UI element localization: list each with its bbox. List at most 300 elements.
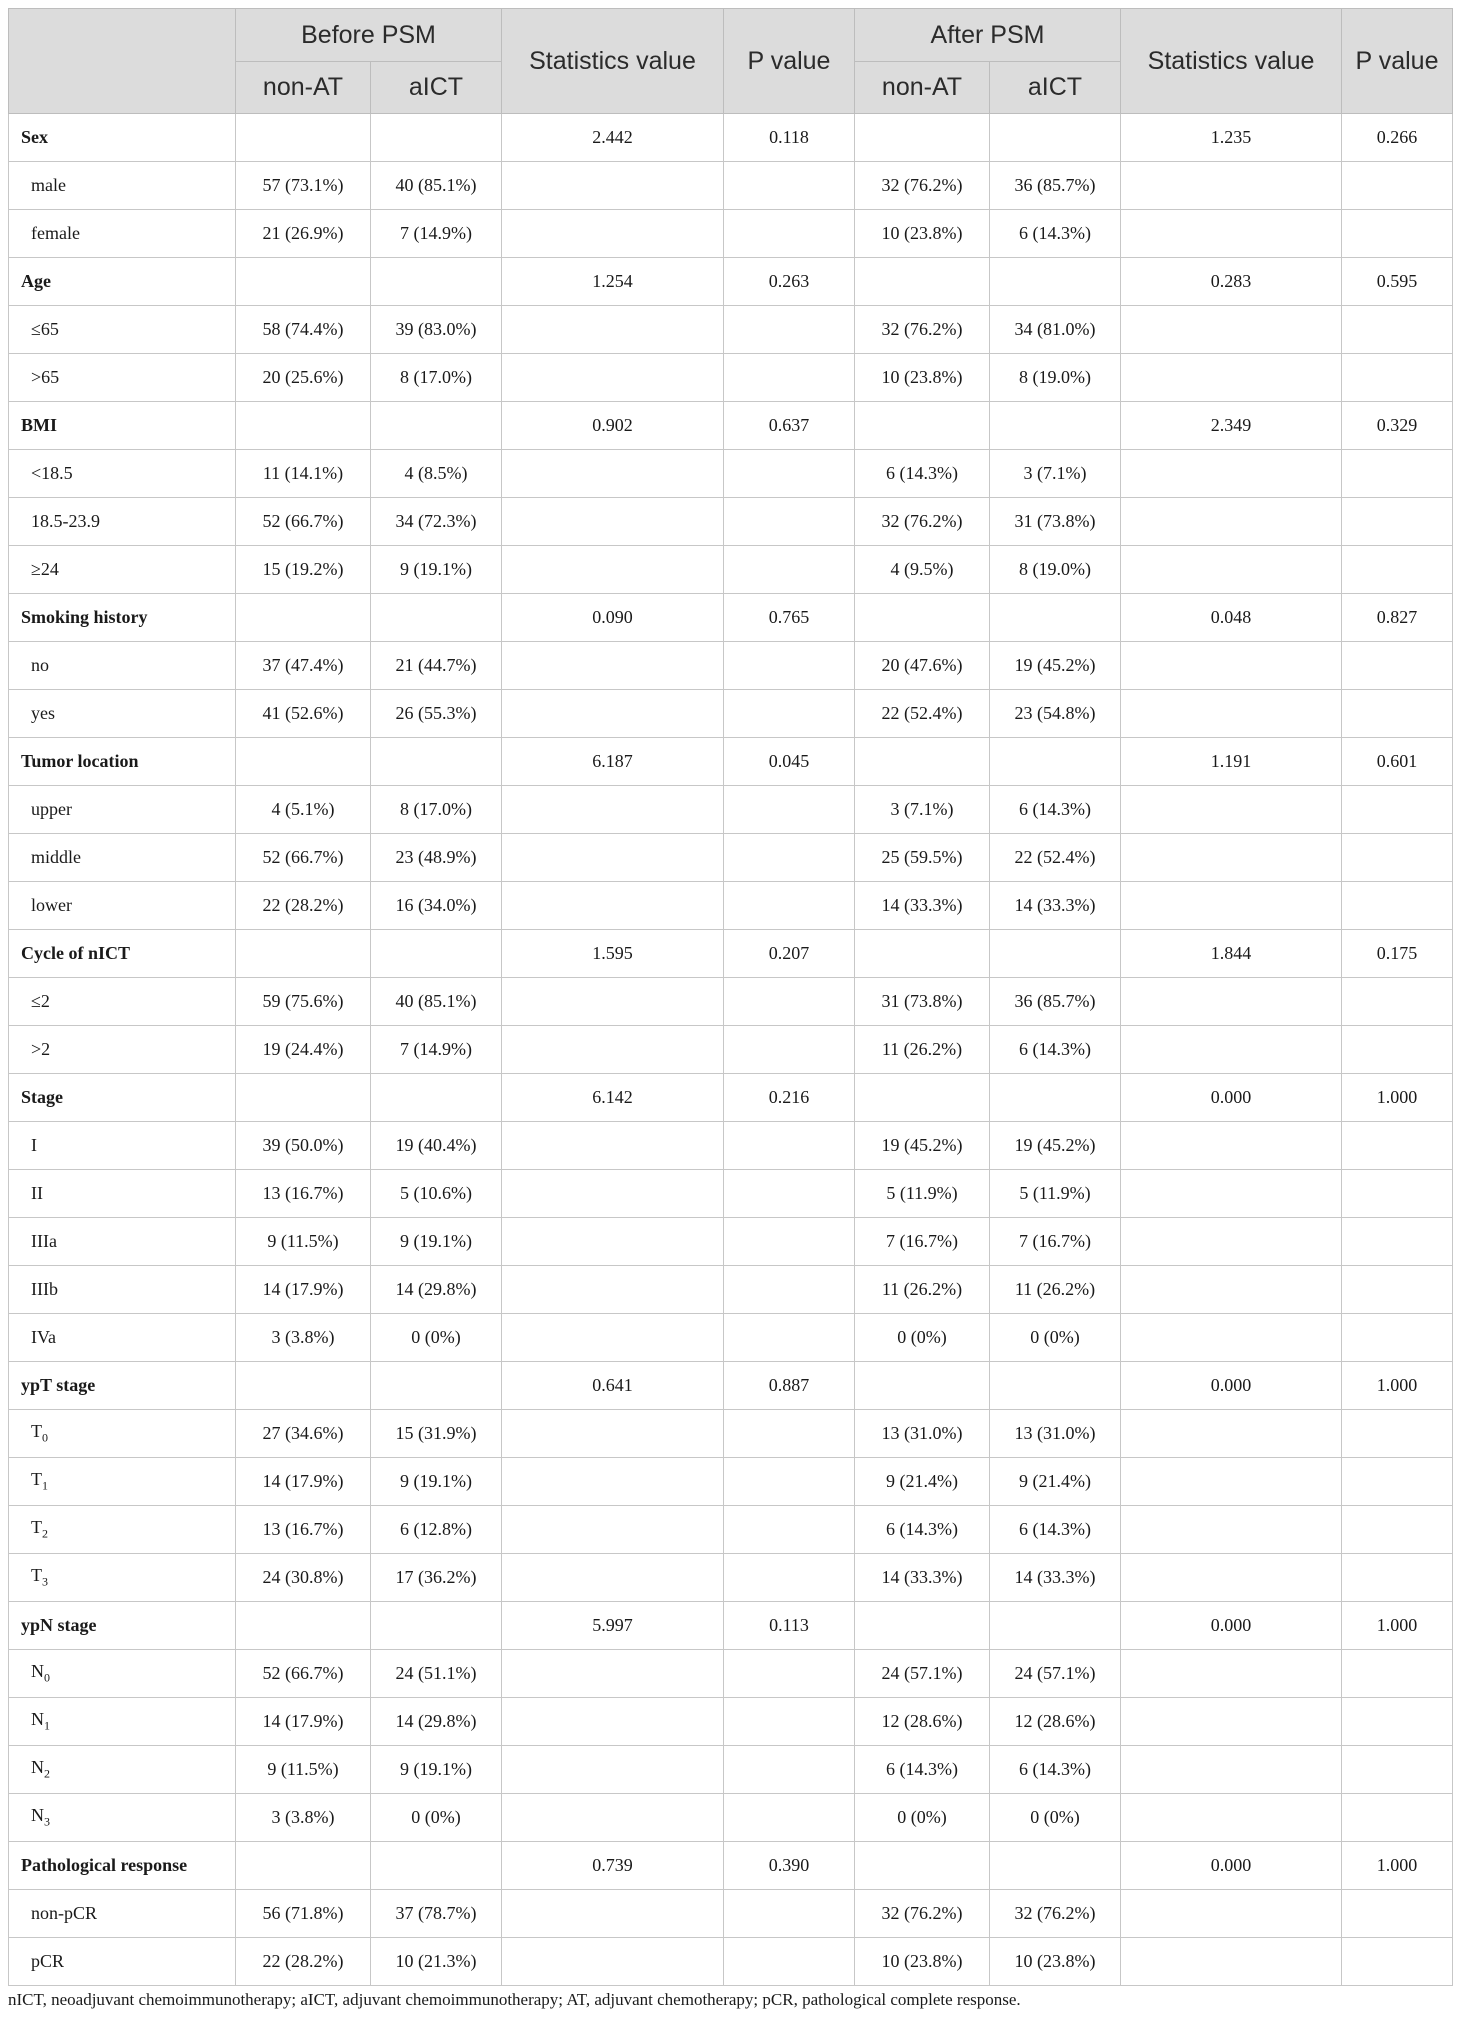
row-label [9,1506,236,1554]
row-label [9,546,236,594]
statistics-after-cell [1121,642,1342,690]
before-non-at-cell: 22 (28.2%) [236,882,371,930]
after-non-at-cell: 13 (31.0%) [855,1410,990,1458]
before-non-at-cell: 19 (24.4%) [236,1026,371,1074]
row-label [9,450,236,498]
header-before-psm: Before PSM [236,9,502,62]
after-non-at-cell: 3 (7.1%) [855,786,990,834]
row-label-subscript: 1 [42,1478,48,1493]
after-aict-cell: 6 (14.3%) [990,786,1121,834]
before-non-at-cell [236,1074,371,1122]
after-aict-cell: 0 (0%) [990,1314,1121,1362]
before-non-at-cell: 59 (75.6%) [236,978,371,1026]
row-label-text: lower [31,895,72,915]
before-non-at-cell: 57 (73.1%) [236,162,371,210]
after-non-at-cell [855,258,990,306]
before-aict-cell: 40 (85.1%) [371,978,502,1026]
before-aict-cell [371,1842,502,1890]
before-aict-cell: 6 (12.8%) [371,1506,502,1554]
row-label [9,1650,236,1698]
after-aict-cell: 6 (14.3%) [990,1506,1121,1554]
after-non-at-cell: 24 (57.1%) [855,1650,990,1698]
statistics-after-cell [1121,546,1342,594]
after-non-at-cell: 32 (76.2%) [855,1890,990,1938]
p-before-cell [724,162,855,210]
row-label-subscript: 3 [42,1574,48,1589]
after-non-at-cell [855,594,990,642]
statistics-before-cell [502,546,724,594]
row-label-text: ≤65 [31,319,59,339]
statistics-before-cell [502,162,724,210]
after-aict-cell: 6 (14.3%) [990,1746,1121,1794]
statistics-after-cell [1121,1746,1342,1794]
header-statistics-after: Statistics value [1121,9,1342,114]
before-non-at-cell [236,1362,371,1410]
after-non-at-cell: 0 (0%) [855,1314,990,1362]
before-aict-cell: 10 (21.3%) [371,1938,502,1986]
table-section-row [9,1842,1453,1890]
after-aict-cell: 6 (14.3%) [990,210,1121,258]
after-non-at-cell: 6 (14.3%) [855,450,990,498]
row-label [9,642,236,690]
statistics-before-cell [502,450,724,498]
before-non-at-cell [236,594,371,642]
p-after-cell [1342,450,1453,498]
p-after-cell [1342,882,1453,930]
p-before-cell: 0.207 [724,930,855,978]
p-before-cell [724,1650,855,1698]
before-aict-cell: 26 (55.3%) [371,690,502,738]
row-label [9,594,236,642]
statistics-after-cell [1121,1122,1342,1170]
after-non-at-cell: 6 (14.3%) [855,1746,990,1794]
p-before-cell [724,1170,855,1218]
row-label [9,1122,236,1170]
before-non-at-cell: 3 (3.8%) [236,1794,371,1842]
after-aict-cell [990,1362,1121,1410]
statistics-before-cell [502,354,724,402]
p-after-cell: 1.000 [1342,1074,1453,1122]
statistics-before-cell [502,498,724,546]
before-aict-cell [371,1362,502,1410]
row-label [9,402,236,450]
p-after-cell [1342,1410,1453,1458]
before-non-at-cell: 24 (30.8%) [236,1554,371,1602]
p-before-cell [724,1554,855,1602]
row-label-text: non-pCR [31,1903,98,1923]
row-label-text: male [31,175,66,195]
after-aict-cell: 9 (21.4%) [990,1458,1121,1506]
table-row [9,1458,1453,1506]
after-non-at-cell: 10 (23.8%) [855,1938,990,1986]
before-non-at-cell: 4 (5.1%) [236,786,371,834]
before-aict-cell: 19 (40.4%) [371,1122,502,1170]
after-non-at-cell: 32 (76.2%) [855,498,990,546]
statistics-after-cell: 0.000 [1121,1362,1342,1410]
statistics-after-cell [1121,1218,1342,1266]
before-non-at-cell: 56 (71.8%) [236,1890,371,1938]
before-non-at-cell: 22 (28.2%) [236,1938,371,1986]
row-label [9,738,236,786]
statistics-after-cell [1121,162,1342,210]
p-after-cell [1342,354,1453,402]
p-before-cell [724,498,855,546]
after-non-at-cell: 11 (26.2%) [855,1266,990,1314]
table-row [9,1410,1453,1458]
table-row [9,1698,1453,1746]
table-section-row [9,114,1453,162]
p-before-cell [724,1794,855,1842]
before-aict-cell [371,738,502,786]
statistics-after-cell [1121,1314,1342,1362]
row-label-text: Age [21,271,51,291]
row-label [9,786,236,834]
p-after-cell [1342,306,1453,354]
statistics-after-cell: 0.000 [1121,1842,1342,1890]
p-before-cell [724,1410,855,1458]
p-after-cell [1342,642,1453,690]
row-label [9,1410,236,1458]
statistics-before-cell: 5.997 [502,1602,724,1650]
table-section-row [9,402,1453,450]
statistics-before-cell [502,1938,724,1986]
before-non-at-cell: 52 (66.7%) [236,834,371,882]
statistics-after-cell: 0.283 [1121,258,1342,306]
statistics-after-cell [1121,306,1342,354]
p-before-cell [724,1218,855,1266]
before-aict-cell: 7 (14.9%) [371,210,502,258]
before-aict-cell: 39 (83.0%) [371,306,502,354]
row-label [9,1842,236,1890]
p-after-cell [1342,690,1453,738]
before-non-at-cell: 9 (11.5%) [236,1218,371,1266]
before-aict-cell: 8 (17.0%) [371,354,502,402]
after-non-at-cell [855,738,990,786]
after-non-at-cell [855,114,990,162]
after-aict-cell: 11 (26.2%) [990,1266,1121,1314]
p-after-cell [1342,1794,1453,1842]
after-non-at-cell: 32 (76.2%) [855,162,990,210]
row-label-text: yes [31,703,55,723]
row-label [9,1554,236,1602]
p-before-cell [724,306,855,354]
after-aict-cell: 34 (81.0%) [990,306,1121,354]
row-label-subscript: 1 [44,1718,50,1733]
after-non-at-cell: 12 (28.6%) [855,1698,990,1746]
p-before-cell: 0.045 [724,738,855,786]
table-row [9,1746,1453,1794]
statistics-before-cell: 0.641 [502,1362,724,1410]
table-row [9,354,1453,402]
row-label [9,1218,236,1266]
row-label [9,1938,236,1986]
statistics-after-cell [1121,498,1342,546]
p-after-cell [1342,1506,1453,1554]
statistics-before-cell: 0.902 [502,402,724,450]
p-after-cell: 0.601 [1342,738,1453,786]
p-before-cell: 0.263 [724,258,855,306]
before-non-at-cell [236,930,371,978]
p-after-cell [1342,498,1453,546]
before-aict-cell: 14 (29.8%) [371,1266,502,1314]
p-after-cell [1342,1170,1453,1218]
statistics-before-cell [502,1218,724,1266]
table-row [9,642,1453,690]
after-non-at-cell [855,930,990,978]
after-non-at-cell: 10 (23.8%) [855,210,990,258]
after-aict-cell: 19 (45.2%) [990,642,1121,690]
row-label [9,1026,236,1074]
before-aict-cell [371,1602,502,1650]
statistics-after-cell: 0.000 [1121,1602,1342,1650]
statistics-before-cell [502,1650,724,1698]
before-aict-cell [371,594,502,642]
p-after-cell [1342,1746,1453,1794]
p-after-cell [1342,546,1453,594]
header-after-psm: After PSM [855,9,1121,62]
p-after-cell [1342,1026,1453,1074]
after-non-at-cell: 0 (0%) [855,1794,990,1842]
after-non-at-cell: 7 (16.7%) [855,1218,990,1266]
header-blank [9,9,236,114]
p-before-cell [724,1266,855,1314]
statistics-after-cell [1121,450,1342,498]
after-aict-cell [990,594,1121,642]
before-non-at-cell: 27 (34.6%) [236,1410,371,1458]
statistics-before-cell [502,1506,724,1554]
before-aict-cell [371,258,502,306]
statistics-before-cell [502,1170,724,1218]
statistics-after-cell [1121,1266,1342,1314]
before-non-at-cell: 3 (3.8%) [236,1314,371,1362]
p-before-cell [724,210,855,258]
after-aict-cell: 19 (45.2%) [990,1122,1121,1170]
before-aict-cell [371,402,502,450]
p-before-cell [724,450,855,498]
p-before-cell: 0.637 [724,402,855,450]
row-label [9,1362,236,1410]
p-after-cell [1342,1266,1453,1314]
row-label-text: IVa [31,1327,56,1347]
header-after-non-at: non-AT [855,62,990,114]
row-label [9,978,236,1026]
before-aict-cell: 5 (10.6%) [371,1170,502,1218]
table-row [9,1506,1453,1554]
statistics-before-cell [502,210,724,258]
p-after-cell: 1.000 [1342,1842,1453,1890]
before-non-at-cell [236,114,371,162]
before-aict-cell: 15 (31.9%) [371,1410,502,1458]
after-aict-cell: 14 (33.3%) [990,882,1121,930]
statistics-after-cell [1121,882,1342,930]
after-aict-cell: 12 (28.6%) [990,1698,1121,1746]
row-label [9,690,236,738]
after-aict-cell: 36 (85.7%) [990,978,1121,1026]
row-label-subscript: 3 [44,1814,50,1829]
row-label [9,1890,236,1938]
statistics-before-cell [502,690,724,738]
before-non-at-cell: 9 (11.5%) [236,1746,371,1794]
after-non-at-cell: 14 (33.3%) [855,1554,990,1602]
table-row [9,498,1453,546]
after-non-at-cell: 19 (45.2%) [855,1122,990,1170]
p-before-cell [724,1458,855,1506]
header-before-non-at: non-AT [236,62,371,114]
row-label-text: <18.5 [31,463,73,483]
p-after-cell [1342,978,1453,1026]
after-aict-cell: 13 (31.0%) [990,1410,1121,1458]
table-section-row [9,1602,1453,1650]
p-before-cell: 0.118 [724,114,855,162]
p-before-cell [724,1698,855,1746]
p-after-cell: 0.175 [1342,930,1453,978]
row-label [9,1314,236,1362]
statistics-before-cell [502,1122,724,1170]
table-section-row [9,1362,1453,1410]
after-aict-cell [990,1074,1121,1122]
table-section-row [9,930,1453,978]
statistics-after-cell [1121,690,1342,738]
p-after-cell [1342,1890,1453,1938]
statistics-before-cell: 1.595 [502,930,724,978]
statistics-after-cell: 2.349 [1121,402,1342,450]
statistics-before-cell [502,1026,724,1074]
before-aict-cell: 40 (85.1%) [371,162,502,210]
p-after-cell [1342,1698,1453,1746]
statistics-after-cell [1121,1794,1342,1842]
before-non-at-cell: 37 (47.4%) [236,642,371,690]
row-label-text: I [31,1135,37,1155]
before-aict-cell: 17 (36.2%) [371,1554,502,1602]
p-after-cell [1342,1218,1453,1266]
p-before-cell [724,1746,855,1794]
p-before-cell: 0.113 [724,1602,855,1650]
row-label-text: Smoking history [21,607,148,627]
p-after-cell [1342,1938,1453,1986]
statistics-after-cell: 0.000 [1121,1074,1342,1122]
row-label [9,1074,236,1122]
before-non-at-cell: 11 (14.1%) [236,450,371,498]
row-label-subscript: 0 [44,1670,50,1685]
row-label-text: ≥24 [31,559,59,579]
row-label-subscript: 2 [42,1526,48,1541]
after-non-at-cell: 32 (76.2%) [855,306,990,354]
statistics-after-cell [1121,978,1342,1026]
table-row [9,1266,1453,1314]
statistics-before-cell [502,642,724,690]
row-label-text: T [31,1421,42,1442]
statistics-before-cell [502,1698,724,1746]
after-aict-cell: 3 (7.1%) [990,450,1121,498]
row-label-text: IIIa [31,1231,57,1251]
before-non-at-cell [236,402,371,450]
before-aict-cell: 0 (0%) [371,1794,502,1842]
statistics-before-cell [502,882,724,930]
before-aict-cell: 21 (44.7%) [371,642,502,690]
row-label [9,1170,236,1218]
row-label-subscript: 0 [42,1430,48,1445]
row-label [9,162,236,210]
before-aict-cell: 23 (48.9%) [371,834,502,882]
table-row [9,1890,1453,1938]
row-label [9,1602,236,1650]
table-row [9,162,1453,210]
after-non-at-cell: 11 (26.2%) [855,1026,990,1074]
statistics-after-cell: 1.844 [1121,930,1342,978]
p-before-cell [724,1026,855,1074]
statistics-after-cell [1121,1554,1342,1602]
before-aict-cell: 37 (78.7%) [371,1890,502,1938]
row-label [9,354,236,402]
before-non-at-cell: 41 (52.6%) [236,690,371,738]
row-label-text: >65 [31,367,60,387]
statistics-before-cell [502,1314,724,1362]
p-before-cell: 0.390 [724,1842,855,1890]
after-aict-cell [990,1602,1121,1650]
p-before-cell: 0.887 [724,1362,855,1410]
table-row [9,1554,1453,1602]
p-before-cell [724,642,855,690]
row-label-text: T [31,1469,42,1490]
statistics-before-cell: 1.254 [502,258,724,306]
after-aict-cell: 10 (23.8%) [990,1938,1121,1986]
table-body [9,114,1453,1986]
after-non-at-cell: 6 (14.3%) [855,1506,990,1554]
row-label-text: N [31,1805,44,1826]
statistics-before-cell [502,1554,724,1602]
row-label [9,498,236,546]
before-non-at-cell: 13 (16.7%) [236,1506,371,1554]
before-aict-cell [371,1074,502,1122]
after-aict-cell: 0 (0%) [990,1794,1121,1842]
p-before-cell [724,1938,855,1986]
table-row [9,1170,1453,1218]
before-aict-cell: 34 (72.3%) [371,498,502,546]
after-aict-cell [990,258,1121,306]
row-label-text: ypN stage [21,1615,97,1635]
before-aict-cell: 9 (19.1%) [371,1746,502,1794]
statistics-before-cell [502,1410,724,1458]
statistics-after-cell [1121,1890,1342,1938]
p-before-cell [724,978,855,1026]
after-aict-cell: 8 (19.0%) [990,354,1121,402]
after-aict-cell: 8 (19.0%) [990,546,1121,594]
statistics-before-cell [502,834,724,882]
row-label-text: no [31,655,49,675]
table-section-row [9,738,1453,786]
p-after-cell: 0.266 [1342,114,1453,162]
p-before-cell [724,786,855,834]
row-label-text: N [31,1709,44,1730]
after-aict-cell: 24 (57.1%) [990,1650,1121,1698]
after-non-at-cell: 25 (59.5%) [855,834,990,882]
row-label-text: N [31,1757,44,1778]
row-label-text: Stage [21,1087,63,1107]
after-aict-cell: 7 (16.7%) [990,1218,1121,1266]
p-after-cell: 0.827 [1342,594,1453,642]
table-header [9,9,1453,114]
after-aict-cell: 32 (76.2%) [990,1890,1121,1938]
header-before-aict: aICT [371,62,502,114]
after-aict-cell [990,114,1121,162]
table-row [9,210,1453,258]
statistics-before-cell [502,306,724,354]
after-non-at-cell: 9 (21.4%) [855,1458,990,1506]
table-row [9,978,1453,1026]
row-label-text: ≤2 [31,991,50,1011]
table-row [9,786,1453,834]
after-aict-cell: 36 (85.7%) [990,162,1121,210]
